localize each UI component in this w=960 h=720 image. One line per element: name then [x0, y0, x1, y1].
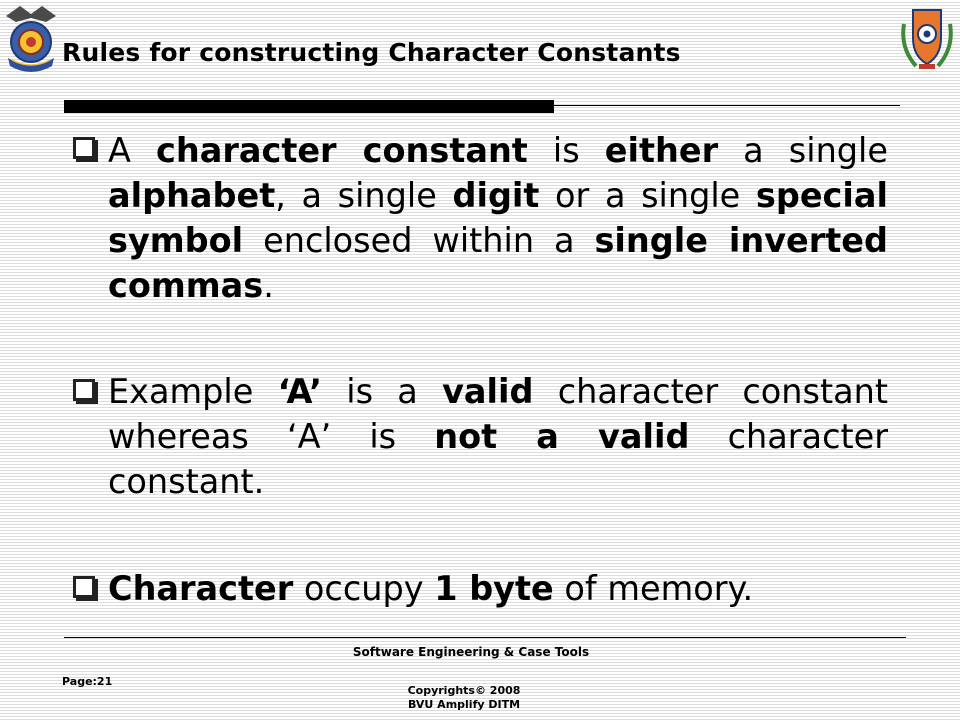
bold-text-segment: either [604, 131, 719, 170]
copyright-notice [0, 684, 928, 712]
copyright-line-2: BVU Amplify DITM [407, 698, 521, 711]
institute-crest-icon [898, 4, 956, 74]
text-segment: occupy [293, 569, 435, 608]
text-segment: a single [718, 131, 888, 170]
bold-text-segment: digit [452, 176, 540, 215]
bullet-3 [108, 566, 888, 611]
checkbox-bullet-icon [73, 379, 95, 401]
page-number: Page:21 [62, 675, 113, 688]
text-segment: character constant. [108, 417, 889, 501]
text-segment: is a [322, 372, 443, 411]
footer-divider [64, 637, 906, 638]
bold-text-segment: ‘A’ [277, 372, 323, 411]
bullet-2 [108, 369, 888, 504]
bold-text-segment: Character [108, 569, 294, 608]
text-segment: or a single [539, 176, 756, 215]
title-underline-thin [554, 105, 900, 106]
bold-text-segment: character constant [156, 131, 528, 170]
text-segment: Example [108, 372, 278, 411]
text-segment: character constant whereas ‘A’ is [108, 372, 888, 456]
slide-title: Rules for constructing Character Constants [62, 38, 681, 67]
checkbox-bullet-icon [73, 137, 95, 159]
text-segment: , a single [275, 176, 453, 215]
text-segment: is [527, 131, 605, 170]
text-segment: . [263, 266, 274, 305]
bold-text-segment: alphabet [108, 176, 276, 215]
copyright-line-1: Copyrights© 2008 [407, 684, 521, 697]
text-segment: A [108, 131, 157, 170]
title-underline-thick [64, 100, 554, 113]
bold-text-segment: not a valid [434, 417, 690, 456]
bold-text-segment: single inverted commas [108, 221, 888, 305]
footer-course-title: Software Engineering & Case Tools [352, 645, 590, 659]
bullet-1 [108, 128, 888, 308]
bold-text-segment: valid [442, 372, 534, 411]
university-emblem-icon [2, 2, 60, 76]
bold-text-segment: special symbol [108, 176, 888, 260]
checkbox-bullet-icon [73, 576, 95, 598]
text-segment: enclosed within a [243, 221, 595, 260]
text-segment: of memory. [553, 569, 754, 608]
bold-text-segment: 1 byte [434, 569, 554, 608]
